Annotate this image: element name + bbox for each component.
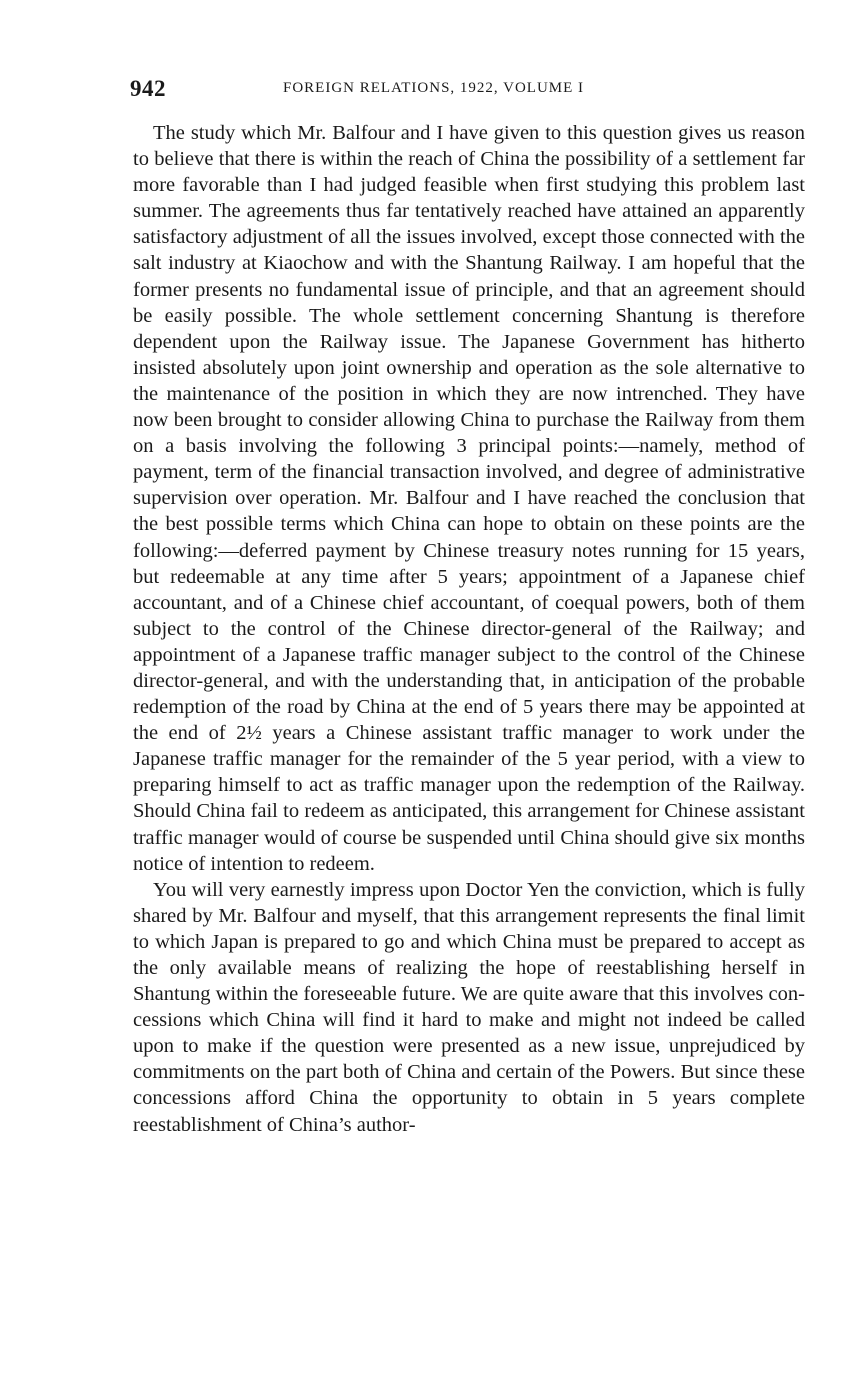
document-page [130,72,805,1138]
page-number: 942 [130,76,166,101]
body-text [133,120,805,1138]
page-header [130,72,805,108]
running-head: FOREIGN RELATIONS, 1922, VOLUME I [283,80,585,96]
paragraph: The study which Mr. Balfour and I have given to this question gives us reason to believe that there is within the reach of China the possibility of a settlement far more favorable than I had judged feasible when first studying this problem last summer. The agreements thus far tentatively reached have attained an apparently satisfactory adjustment of all the issues involved, except those connected with the salt industry at Kiaochow and with the Shantung Railway. I am hopeful that the former presents no fundamental issue of principle, and that an agreement should be easily possible. The whole settlement concerning Shantung is therefore dependent upon the Railway issue. The Japanese Government has hitherto insisted absolutely upon joint ownership and operation as the sole alternative to the maintenance of the position in which they are now intrenched. They have now been brought to consider allowing China to purchase the Railway from them on a basis involving the following 3 principal points:—namely, method of payment, term of the financial transaction involved, and degree of administrative supervision over operation. Mr. Balfour and I have reached the conclusion that the best possible terms which China can hope to obtain on these points are the following:—deferred payment by Chinese treasury notes running for 15 years, but redeemable at any time after 5 years; appointment of a Japanese chief accountant, and of a Chinese chief accountant, of coequal powers, both of them subject to the control of the Chinese director-general of the Railway; and appointment of a Japanese traffic manager subject to the control of the Chinese director-general, and with the understanding that, in anticipation of the probable redemption of the road by China at the end of 5 years there may be appointed at the end of 2½ years a Chinese assistant traffic manager to work under the Japanese traffic manager for the remainder of the 5 year period, with a view to preparing himself to act as traffic manager upon the redemption of the Railway. Should China fail to redeem as anticipated, this arrangement for Chinese assistant traffic manager would of course be suspended until China should give six months notice of intention to redeem. [133,122,805,875]
paragraph: You will very earnestly impress upon Doctor Yen the conviction, which is fully shared by Mr. Balfour and myself, that this arrangement represents the final limit to which Japan is prepared to go and which China must be prepared to accept as the only available means of realizing the hope of reestablishing herself in Shantung within the foreseeable future. We are quite aware that this involves concessions which China will find it hard to make and might not indeed be called upon to make if the question were presented as a new issue, unprejudiced by commitments on the part both of China and certain of the Powers. But since these concessions afford China the opportunity to obtain in 5 years complete reestablishment of China’s author- [133,878,805,1136]
